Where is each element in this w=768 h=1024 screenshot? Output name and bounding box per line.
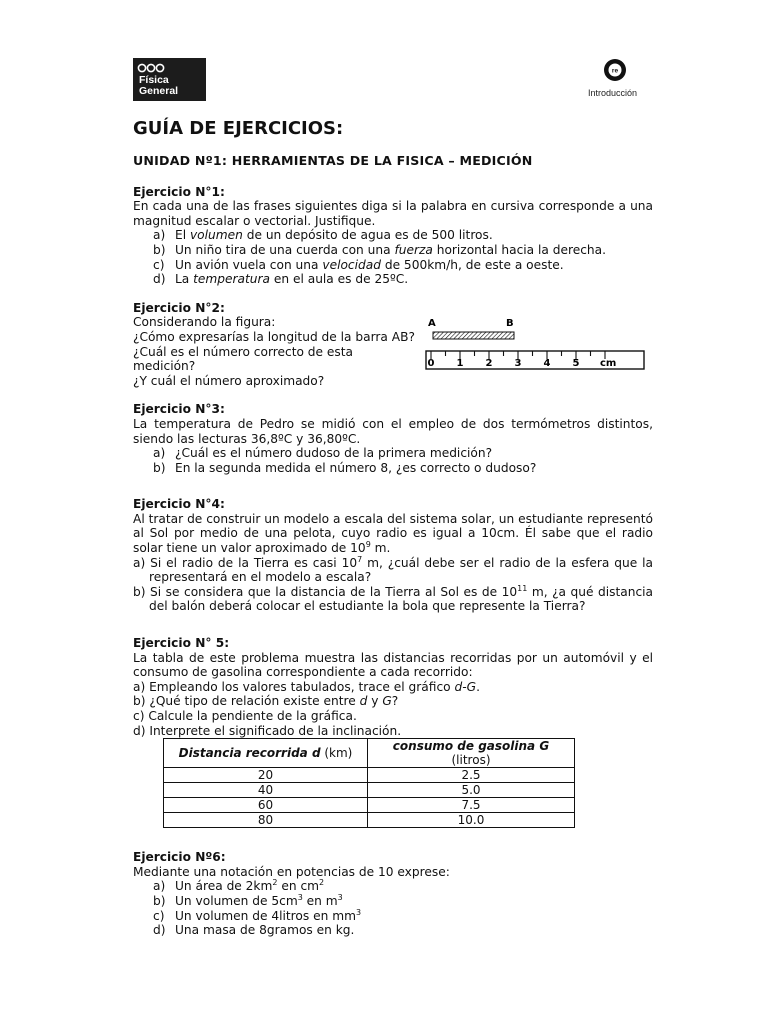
table-row: 60 7.5 <box>164 798 575 813</box>
table-row: 20 2.5 <box>164 768 575 783</box>
bar-ab <box>433 332 514 339</box>
section-label: Introducción <box>588 88 638 98</box>
exercise-1-intro: En cada una de las frases siguientes diga si la palabra en cursiva corresponde a una magnitud escalar o vectorial. Justifique. <box>133 199 653 228</box>
unit-title: UNIDAD Nº1: HERRAMIENTAS DE LA FISICA – MEDICIÓN <box>133 153 533 168</box>
logo-line-2: General <box>139 85 179 97</box>
exercise-6 <box>133 850 653 938</box>
table-row: 80 10.0 <box>164 813 575 828</box>
exercise-2-line: ¿Cuál es el número correcto de esta medición? <box>133 344 354 374</box>
table-header <box>164 739 575 768</box>
list-item: c) Un volumen de 4litros en $mm^3$ <box>153 907 362 923</box>
exercise-5-d: d) Interprete el significado de la inclinación. <box>133 723 402 738</box>
list-item: a) Un área de $2km^2$ en $cm^2$ <box>153 878 325 894</box>
list-item: c) Un avión vuela con una velocidad de 500km/h, de este a oeste. <box>153 257 564 272</box>
ruler-figure <box>424 313 649 377</box>
exercise-3-title: Ejercicio N°3: <box>133 402 225 417</box>
ruler-tick-label: 0 <box>427 358 435 370</box>
exercise-4-intro: Al tratar de construir un modelo a escala del sistema solar, un estudiante representó al Sol por medio de una pelota, cuyo radio es igual a 10cm. Él sabe que el radio solar tiene un valor aproximado de $10^9$ m. <box>133 511 653 556</box>
ruler-tick-label: 2 <box>485 358 493 370</box>
exercise-2 <box>133 301 653 389</box>
exercise-3-intro: La temperatura de Pedro se midió con el empleo de dos termómetros distintos, siendo las lecturas 36,8ºC y 36,80ºC. <box>133 416 653 446</box>
exercise-5-a: a) Empleando los valores tabulados, trace el gráfico d-G. <box>133 679 480 694</box>
exercise-2-title: Ejercicio N°2: <box>133 300 225 315</box>
exercise-6-list <box>133 879 653 937</box>
list-item: b) Un volumen de $5cm^3$ en $m^3$ <box>153 892 343 908</box>
exercise-1 <box>133 185 653 287</box>
list-item: b) En la segunda medida el número 8, ¿es correcto o dudoso? <box>153 460 537 475</box>
document-body <box>133 118 653 952</box>
bar-label-a: A <box>428 318 436 330</box>
list-item: b) Un niño tira de una cuerda con una fuerza horizontal hacia la derecha. <box>153 242 606 257</box>
bar-label-b: B <box>506 318 514 330</box>
logo-circles-icon <box>137 63 177 73</box>
page-title: GUÍA DE EJERCICIOS: <box>133 118 344 139</box>
ruler-tick-label: 5 <box>572 358 580 370</box>
exercise-4 <box>133 497 653 614</box>
exercise-1-title: Ejercicio N°1: <box>133 184 225 199</box>
list-item: a) ¿Cuál es el número dudoso de la primera medición? <box>153 446 493 461</box>
exercise-2-text <box>133 315 418 388</box>
col-distance-header: Distancia recorrida d (km) <box>164 739 368 768</box>
list-item: d) Una masa de 8gramos en kg. <box>153 923 355 938</box>
ruler-tick-label: 1 <box>456 358 464 370</box>
list-item: d) La temperatura en el aula es de 25ºC. <box>153 272 409 287</box>
exercise-4-a: a) Si el radio de la Tierra es casi $10^7$ m, ¿cuál debe ser el radio de la esfera que la representará en el modelo a escala? <box>133 554 653 585</box>
exercise-3 <box>133 402 653 475</box>
exercise-6-intro: Mediante una notación en potencias de 10 exprese: <box>133 864 450 879</box>
ruler-ticks <box>428 351 605 369</box>
col-gasoline-header: consumo de gasolina G (litros) <box>368 739 575 768</box>
ruler-tick-label: 4 <box>543 358 551 370</box>
table-row: 40 5.0 <box>164 783 575 798</box>
exercise-4-b: b) Si se considera que la distancia de la Tierra al Sol es de $10^{11}$ m, ¿a qué distancia del balón deberá colocar el estudiante la bola que represente la Tierra? <box>133 583 654 614</box>
exercise-5-b: b) ¿Qué tipo de relación existe entre d y G? <box>133 694 399 709</box>
exercise-5-c: c) Calcule la pendiente de la gráfica. <box>133 709 357 723</box>
exercise-2-line: ¿Y cuál el número aproximado? <box>133 373 325 388</box>
exercise-3-list <box>133 446 653 475</box>
list-item: a) El volumen de un depósito de agua es de 500 litros. <box>153 228 493 243</box>
exercise-5-intro: La tabla de este problema muestra las distancias recorridas por un automóvil y el consumo de gasolina correspondiente a cada recorrido: <box>133 650 653 680</box>
ruler-unit: cm <box>600 358 617 370</box>
exercise-5-title: Ejercicio N° 5: <box>133 636 230 651</box>
exercise-6-title: Ejercicio Nº6: <box>133 850 226 865</box>
exercise-2-line: Considerando la figura: <box>133 315 276 330</box>
introduccion-icon <box>603 58 627 82</box>
logo-line-1: Física <box>139 74 169 86</box>
exercise-2-line: ¿Cómo expresarías la longitud de la barra AB? <box>133 329 415 344</box>
distance-table <box>163 738 575 828</box>
logo-text <box>139 75 178 97</box>
introduccion-icon-text: re <box>611 67 619 75</box>
exercise-1-list <box>133 228 653 286</box>
exercise-4-title: Ejercicio N°4: <box>133 497 225 512</box>
exercise-5 <box>133 636 653 828</box>
ruler-tick-label: 3 <box>514 358 522 370</box>
